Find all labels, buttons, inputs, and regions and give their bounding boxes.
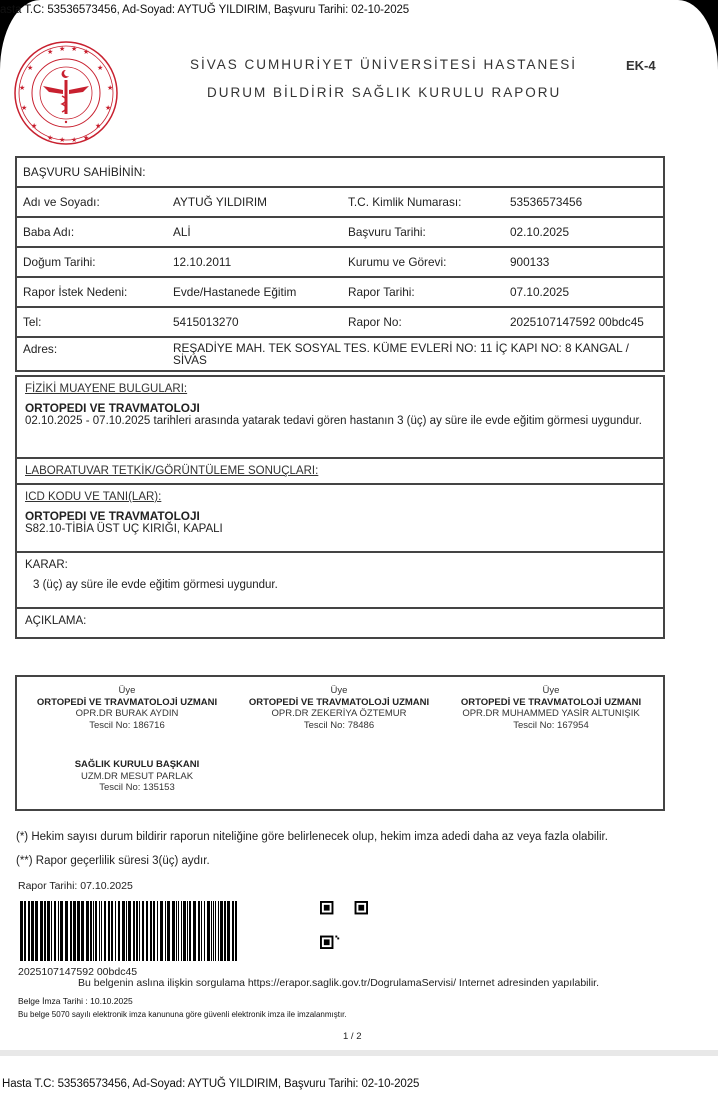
svg-text:★: ★	[83, 135, 90, 142]
form-code: EK-4	[626, 58, 656, 73]
svg-text:★: ★	[31, 123, 38, 130]
svg-text:★: ★	[59, 137, 66, 144]
institution-value: 900133	[510, 255, 550, 269]
svg-text:★: ★	[71, 137, 78, 144]
physical-exam-text: 02.10.2025 - 07.10.2025 tarihleri arasında yatarak tedavi gören hastanın 3 (üç) ay süre ile evde eğitim görmesi uygundur.	[25, 415, 642, 427]
qr-module	[358, 905, 364, 911]
findings-section	[15, 375, 665, 639]
icd-label: ICD KODU VE TANI(LAR):	[25, 491, 162, 503]
svg-text:★: ★	[21, 105, 28, 112]
barcode-bar	[118, 901, 120, 961]
svg-text:★: ★	[59, 46, 66, 53]
report-no-label: Rapor No:	[348, 315, 402, 329]
applicant-info-table	[15, 156, 665, 372]
barcode-bar	[99, 901, 100, 961]
signature-name: OPR.DR MUHAMMED YASİR ALTUNIŞIK	[462, 708, 640, 719]
barcode-bar	[142, 901, 144, 961]
signature-chair	[57, 759, 217, 794]
barcode-bar	[150, 901, 152, 961]
barcode-bar	[220, 901, 223, 961]
barcode-bar	[104, 901, 106, 961]
barcode-bar	[93, 901, 94, 961]
name-value: AYTUĞ YILDIRIM	[173, 195, 267, 209]
svg-text:★: ★	[71, 46, 78, 53]
birth-date-label: Doğum Tarihi:	[23, 255, 96, 269]
svg-text:★: ★	[27, 65, 34, 72]
physical-exam-label: FİZİKİ MUAYENE BULGULARI:	[25, 383, 188, 395]
svg-text:★: ★	[105, 105, 112, 112]
barcode-bar	[58, 901, 59, 961]
barcode-bar	[115, 901, 116, 961]
report-title: DURUM BİLDİRİR SAĞLIK KURULU RAPORU	[207, 85, 562, 100]
qr-module	[324, 905, 330, 911]
barcode-bar	[139, 901, 140, 961]
signature-role: ORTOPEDİ VE TRAVMATOLOJİ UZMANI	[36, 696, 218, 708]
barcode-bar	[95, 901, 97, 961]
barcode-bar	[160, 901, 163, 961]
explanation-block	[17, 607, 663, 637]
barcode-bar	[20, 901, 23, 961]
barcode-number: 2025107147592 00bdc45	[18, 966, 138, 978]
barcode-bar	[204, 901, 205, 961]
physical-exam-department: ORTOPEDI VE TRAVMATOLOJI	[25, 401, 200, 415]
svg-text:★: ★	[19, 85, 26, 92]
table-row	[17, 218, 663, 248]
signature-title: Üye	[118, 685, 136, 696]
signature-member-3	[451, 685, 651, 731]
page-separator	[0, 1050, 718, 1056]
barcode-bar	[133, 901, 135, 961]
page-number: 1 / 2	[343, 1031, 362, 1042]
application-date-value: 02.10.2025	[510, 225, 570, 239]
signature-title: Üye	[542, 685, 560, 696]
barcode-bar	[86, 901, 89, 961]
lab-results-block	[17, 457, 663, 483]
barcode-bar	[122, 901, 125, 961]
barcode-bar	[165, 901, 166, 961]
phone-value: 5415013270	[173, 315, 239, 329]
birth-date-value: 12.10.2011	[173, 255, 232, 269]
barcode-bar	[44, 901, 46, 961]
hospital-name: SİVAS CUMHURİYET ÜNİVERSİTESİ HASTANESİ	[190, 57, 578, 72]
decision-text: 3 (üç) ay süre ile evde eğitim görmesi uygundur.	[33, 579, 278, 591]
barcode-bar	[211, 901, 212, 961]
barcode-bar	[157, 901, 158, 961]
decision-label: KARAR:	[25, 559, 68, 571]
barcode-bar	[235, 901, 237, 961]
barcode-bar	[227, 901, 230, 961]
svg-text:★: ★	[83, 49, 90, 56]
icd-block	[17, 483, 663, 551]
barcode-bar	[189, 901, 191, 961]
address-label: Adres:	[23, 342, 58, 356]
svg-text:★: ★	[47, 49, 54, 56]
lab-results-label: LABORATUVAR TETKİK/GÖRÜNTÜLEME SONUÇLARI:	[25, 465, 319, 477]
barcode-bar	[178, 901, 179, 961]
barcode-bar	[136, 901, 138, 961]
footer-report-date: Rapor Tarihi: 07.10.2025	[18, 880, 133, 892]
page-header: asta T.C: 53536573456, Ad-Soyad: AYTUĞ YILDIRIM, Başvuru Tarihi: 02-10-2025	[0, 4, 410, 16]
signature-title: Üye	[330, 685, 348, 696]
tc-label: T.C. Kimlik Numarası:	[348, 195, 462, 209]
qr-code-icon	[320, 901, 368, 949]
barcode-bar	[108, 901, 110, 961]
barcode-bar	[35, 901, 38, 961]
table-row	[17, 248, 663, 278]
qr-module	[335, 936, 337, 938]
svg-text:★: ★	[97, 65, 104, 72]
barcode-bar	[181, 901, 182, 961]
svg-text:★: ★	[107, 85, 114, 92]
barcode-bar	[215, 901, 216, 961]
barcode-bar	[183, 901, 186, 961]
report-date-value: 07.10.2025	[510, 285, 570, 299]
e-signature-law-text: Bu belge 5070 sayılı elektronik imza kanununa göre güvenli elektronik imza ile imzalanmıştır.	[18, 1010, 347, 1019]
barcode-bar	[28, 901, 30, 961]
father-name-value: ALİ	[173, 225, 191, 239]
signature-role: ORTOPEDİ VE TRAVMATOLOJİ UZMANI	[248, 696, 430, 708]
barcode-bar	[218, 901, 219, 961]
signature-reg: Tescil No: 78486	[303, 719, 375, 731]
saglik-bakanligi-logo-icon	[13, 40, 119, 146]
icd-department: ORTOPEDI VE TRAVMATOLOJI	[25, 509, 200, 523]
barcode-bar	[146, 901, 148, 961]
tc-value: 53536573456	[510, 195, 583, 209]
sign-date: Belge İmza Tarihi : 10.10.2025	[18, 996, 133, 1006]
report-no-value: 2025107147592 00bdc45	[510, 315, 644, 329]
father-name-label: Baba Adı:	[23, 225, 75, 239]
barcode-bar	[172, 901, 175, 961]
barcode-bar	[24, 901, 26, 961]
barcode-bar	[128, 901, 131, 961]
icd-diagnosis: S82.10-TİBİA ÜST UÇ KIRIĞI, KAPALI	[25, 523, 223, 535]
barcode-icon	[20, 901, 240, 961]
barcode-bar	[47, 901, 50, 961]
svg-text:★: ★	[95, 123, 102, 130]
name-label: Adı ve Soyadı:	[23, 195, 100, 209]
barcode-bar	[111, 901, 113, 961]
signature-reg: Tescil No: 167954	[513, 719, 589, 731]
page-header-2: Hasta T.C: 53536573456, Ad-Soyad: AYTUĞ YILDIRIM, Başvuru Tarihi: 02-10-2025	[2, 1078, 420, 1090]
applicant-heading: BAŞVURU SAHİBİNİN:	[23, 165, 146, 179]
signature-member-2	[239, 685, 439, 731]
barcode-bar	[65, 901, 68, 961]
barcode-bar	[90, 901, 92, 961]
barcode-bar	[31, 901, 34, 961]
barcode-bar	[153, 901, 155, 961]
barcode-bar	[54, 901, 56, 961]
svg-text:★: ★	[47, 135, 54, 142]
explanation-label: AÇIKLAMA:	[25, 615, 87, 627]
signatures-section	[15, 675, 665, 811]
address-value: REŞADİYE MAH. TEK SOSYAL TES. KÜME EVLERİ NO: 11 İÇ KAPI NO: 8 KANGAL / SİVAS	[173, 341, 629, 367]
barcode-bar	[51, 901, 52, 961]
phone-label: Tel:	[23, 315, 42, 329]
institution-label: Kurumu ve Görevi:	[348, 255, 447, 269]
qr-module	[337, 937, 339, 939]
signature-name: OPR.DR BURAK AYDIN	[75, 708, 179, 719]
signature-member-1	[27, 685, 227, 731]
request-reason-label: Rapor İstek Nedeni:	[23, 285, 128, 299]
barcode-bar	[73, 901, 76, 961]
barcode-bar	[40, 901, 43, 961]
signature-role: ORTOPEDİ VE TRAVMATOLOJİ UZMANI	[460, 696, 642, 708]
address-row	[17, 338, 663, 370]
signature-reg: Tescil No: 186716	[89, 719, 165, 731]
barcode-bar	[126, 901, 127, 961]
decision-block	[17, 551, 663, 607]
barcode-bar	[176, 901, 177, 961]
qr-module	[324, 939, 330, 945]
chair-name: UZM.DR MESUT PARLAK	[80, 770, 194, 782]
screen-corner-right	[678, 0, 718, 70]
barcode-bar	[232, 901, 234, 961]
barcode-bar	[193, 901, 196, 961]
request-reason-value: Evde/Hastanede Eğitim	[173, 285, 297, 299]
barcode-bar	[213, 901, 214, 961]
table-row	[17, 278, 663, 308]
signature-name: OPR.DR ZEKERİYA ÖZTEMUR	[271, 708, 407, 719]
applicant-heading-row	[17, 158, 663, 188]
chair-role: SAĞLIK KURULU BAŞKANI	[74, 759, 200, 770]
barcode-bar	[101, 901, 102, 961]
barcode-bar	[81, 901, 84, 961]
barcode-bar	[167, 901, 170, 961]
application-date-label: Başvuru Tarihi:	[348, 225, 426, 239]
barcode-bar	[198, 901, 200, 961]
barcode-bar	[60, 901, 63, 961]
verification-text: Bu belgenin aslına ilişkin sorgulama https://erapor.saglik.gov.tr/DogrulamaServisi/ Internet adresinden yapılabilir.	[78, 977, 599, 989]
barcode-bar	[207, 901, 210, 961]
barcode-bar	[224, 901, 226, 961]
barcode-bar	[70, 901, 72, 961]
chair-reg: Tescil No: 135153	[99, 782, 175, 793]
note-validity: (**) Rapor geçerlilik süresi 3(üç) aydır.	[16, 855, 210, 867]
report-date-label: Rapor Tarihi:	[348, 285, 415, 299]
note-physician-count: (*) Hekim sayısı durum bildirir raporun niteliğine göre belirlenecek olup, hekim imza adedi daha az veya fazla olabilir.	[16, 831, 608, 843]
barcode-bar	[201, 901, 202, 961]
barcode-bar	[187, 901, 188, 961]
barcode-bar	[77, 901, 80, 961]
table-row	[17, 308, 663, 338]
table-row	[17, 188, 663, 218]
physical-exam-block	[17, 377, 663, 457]
